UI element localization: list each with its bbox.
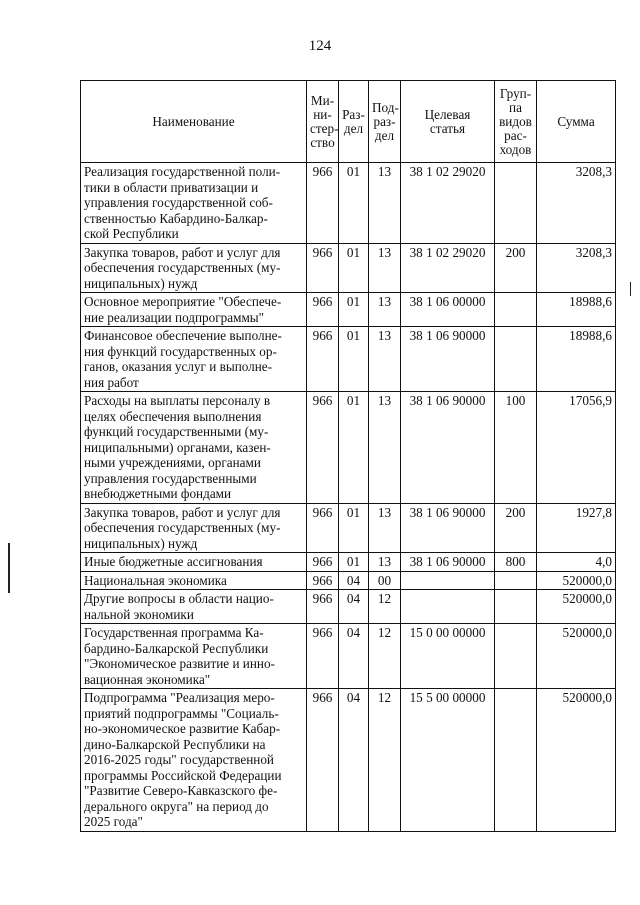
cell-sum: 1927,8 xyxy=(537,503,616,553)
cell-group xyxy=(495,689,537,832)
cell-subsection: 13 xyxy=(369,553,401,572)
cell-name: Финансовое обеспечение выполне- ния функций государственных ор- ганов, оказания услуг и выполне- ния работ xyxy=(81,327,307,392)
cell-ministry: 966 xyxy=(307,624,339,689)
cell-target: 15 0 00 00000 xyxy=(401,624,495,689)
cell-subsection: 13 xyxy=(369,327,401,392)
cell-subsection: 13 xyxy=(369,503,401,553)
cell-group xyxy=(495,163,537,244)
cell-target: 38 1 06 00000 xyxy=(401,293,495,327)
table-row xyxy=(81,163,616,244)
cell-target: 38 1 02 29020 xyxy=(401,243,495,293)
cell-ministry: 966 xyxy=(307,689,339,832)
cell-target xyxy=(401,571,495,590)
cell-section: 04 xyxy=(339,571,369,590)
cell-ministry: 966 xyxy=(307,293,339,327)
cell-sum: 18988,6 xyxy=(537,293,616,327)
cell-sum: 4,0 xyxy=(537,553,616,572)
header-row xyxy=(81,81,616,163)
cell-name: Подпрограмма "Реализация меро- приятий подпрограммы "Социаль- но-экономическое развитие Кабар- дино-Балкарской Республики на 2016-2025 годы" государственной программы Российской Федерации "Развитие Северо-Кавказского фе- дерального округа" на период до 2025 года" xyxy=(81,689,307,832)
cell-name: Другие вопросы в области нацио- нальной экономики xyxy=(81,590,307,624)
cell-subsection: 00 xyxy=(369,571,401,590)
cell-sum: 520000,0 xyxy=(537,571,616,590)
cell-subsection: 13 xyxy=(369,163,401,244)
cell-group: 200 xyxy=(495,243,537,293)
scan-mark xyxy=(8,543,10,593)
cell-subsection: 12 xyxy=(369,624,401,689)
table-row xyxy=(81,553,616,572)
cell-section: 04 xyxy=(339,689,369,832)
cell-ministry: 966 xyxy=(307,571,339,590)
table-row xyxy=(81,327,616,392)
cell-target: 38 1 06 90000 xyxy=(401,503,495,553)
cell-ministry: 966 xyxy=(307,243,339,293)
cell-group xyxy=(495,293,537,327)
cell-ministry: 966 xyxy=(307,503,339,553)
header-sum: Сумма xyxy=(537,81,616,163)
header-section: Раз- дел xyxy=(339,81,369,163)
cell-section: 01 xyxy=(339,293,369,327)
table-body xyxy=(81,163,616,832)
cell-section: 01 xyxy=(339,243,369,293)
cell-subsection: 13 xyxy=(369,392,401,504)
cell-name: Реализация государственной поли- тики в области приватизации и управления государственной соб- ственностью Кабардино-Балкар- ской Республики xyxy=(81,163,307,244)
cell-group xyxy=(495,327,537,392)
cell-subsection: 12 xyxy=(369,689,401,832)
header-name: Наименование xyxy=(81,81,307,163)
cell-sum: 18988,6 xyxy=(537,327,616,392)
cell-name: Иные бюджетные ассигнования xyxy=(81,553,307,572)
cell-section: 01 xyxy=(339,163,369,244)
cell-subsection: 13 xyxy=(369,243,401,293)
table-row xyxy=(81,590,616,624)
cell-subsection: 13 xyxy=(369,293,401,327)
cell-ministry: 966 xyxy=(307,553,339,572)
header-subsection: Под- раз- дел xyxy=(369,81,401,163)
cell-sum: 520000,0 xyxy=(537,624,616,689)
cell-group: 800 xyxy=(495,553,537,572)
cell-target: 38 1 06 90000 xyxy=(401,327,495,392)
header-target: Целевая статья xyxy=(401,81,495,163)
cell-group xyxy=(495,590,537,624)
table-row xyxy=(81,392,616,504)
cell-target: 38 1 06 90000 xyxy=(401,392,495,504)
cell-group: 200 xyxy=(495,503,537,553)
scan-mark xyxy=(630,282,631,296)
cell-sum: 520000,0 xyxy=(537,689,616,832)
cell-section: 01 xyxy=(339,553,369,572)
cell-target: 38 1 02 29020 xyxy=(401,163,495,244)
cell-ministry: 966 xyxy=(307,163,339,244)
cell-group xyxy=(495,571,537,590)
cell-section: 01 xyxy=(339,327,369,392)
cell-section: 04 xyxy=(339,624,369,689)
table-row xyxy=(81,624,616,689)
table-row xyxy=(81,571,616,590)
budget-table xyxy=(80,80,616,832)
cell-sum: 3208,3 xyxy=(537,243,616,293)
cell-name: Закупка товаров, работ и услуг для обеспечения государственных (му- ниципальных) нужд xyxy=(81,503,307,553)
table-row xyxy=(81,243,616,293)
cell-name: Расходы на выплаты персоналу в целях обеспечения выполнения функций государственными (му- ниципальными) органами, казен- ными учреждениями, органами управления государственными внебюджетными фондами xyxy=(81,392,307,504)
cell-target: 38 1 06 90000 xyxy=(401,553,495,572)
cell-section: 01 xyxy=(339,503,369,553)
cell-name: Государственная программа Ка- бардино-Балкарской Республики "Экономическое развитие и инно- вационная экономика" xyxy=(81,624,307,689)
cell-ministry: 966 xyxy=(307,392,339,504)
cell-subsection: 12 xyxy=(369,590,401,624)
table-row xyxy=(81,689,616,832)
cell-sum: 17056,9 xyxy=(537,392,616,504)
cell-name: Основное мероприятие "Обеспече- ние реализации подпрограммы" xyxy=(81,293,307,327)
cell-section: 01 xyxy=(339,392,369,504)
page-number: 124 xyxy=(308,38,332,54)
cell-target: 15 5 00 00000 xyxy=(401,689,495,832)
cell-name: Национальная экономика xyxy=(81,571,307,590)
table-row xyxy=(81,293,616,327)
header-group: Груп- па видов рас- ходов xyxy=(495,81,537,163)
cell-ministry: 966 xyxy=(307,590,339,624)
table-row xyxy=(81,503,616,553)
cell-target xyxy=(401,590,495,624)
cell-name: Закупка товаров, работ и услуг для обеспечения государственных (му- ниципальных) нужд xyxy=(81,243,307,293)
cell-section: 04 xyxy=(339,590,369,624)
cell-group xyxy=(495,624,537,689)
header-ministry: Ми- ни- стер- ство xyxy=(307,81,339,163)
cell-ministry: 966 xyxy=(307,327,339,392)
cell-group: 100 xyxy=(495,392,537,504)
cell-sum: 520000,0 xyxy=(537,590,616,624)
cell-sum: 3208,3 xyxy=(537,163,616,244)
